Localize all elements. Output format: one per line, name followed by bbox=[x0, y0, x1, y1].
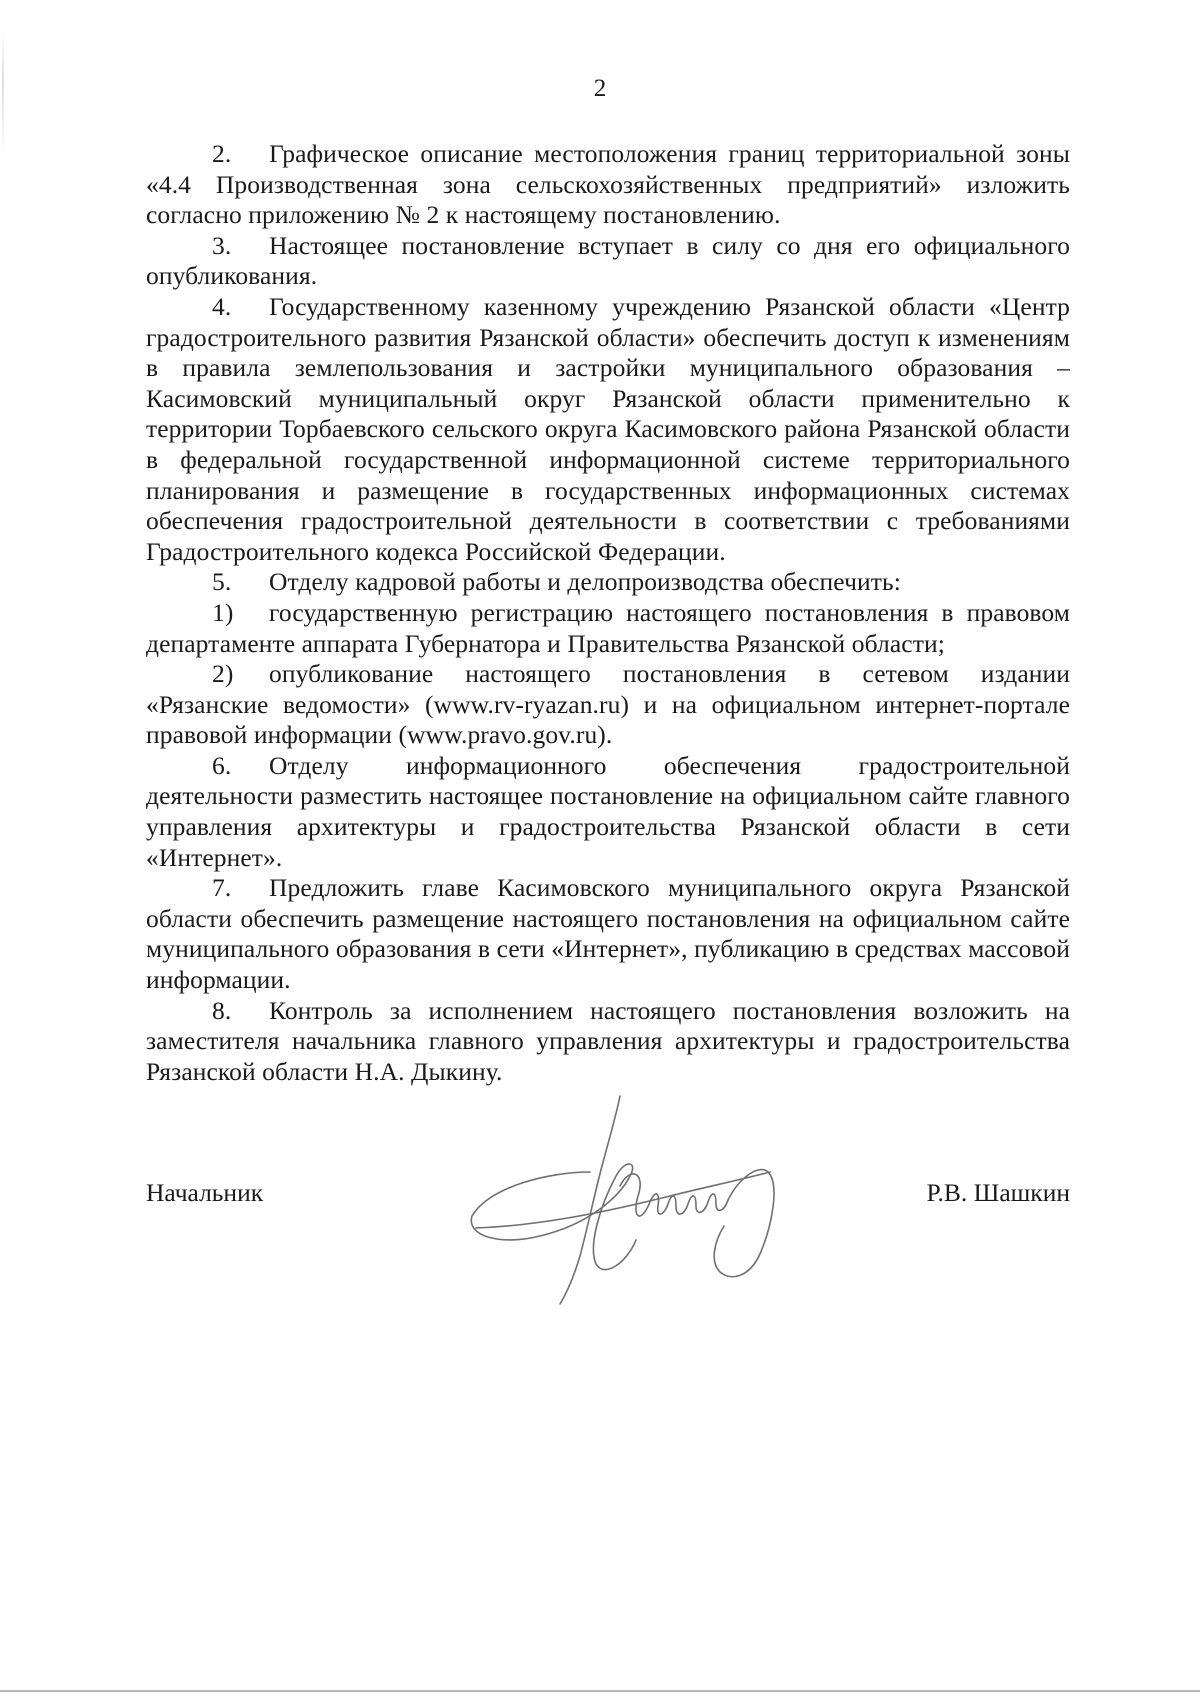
paragraph-text: Контроль за исполнением настоящего постановления возложить на заместителя начальника главного управления архитектуры и градостроительства Рязанской области Н.А. Дыкину. bbox=[146, 995, 1070, 1086]
scan-edge-bottom bbox=[0, 1690, 1200, 1692]
paragraph-number: 2. bbox=[212, 139, 232, 168]
paragraph-text: Отделу информационного обеспечения градостроительной деятельности разместить настоящее постановление на официальном сайте главного управления архитектуры и градостроительства Рязанской области в сети «Интернет». bbox=[146, 750, 1070, 872]
paragraph-text: Графическое описание местоположения границ территориальной зоны «4.4 Производственная зона сельскохозяйственных предприятий» изложить согласно приложению № 2 к настоящему постановлению. bbox=[146, 139, 1070, 230]
paragraph-number: 7. bbox=[212, 873, 232, 903]
paragraph-2 bbox=[146, 139, 1070, 231]
paragraph-3 bbox=[146, 231, 1070, 292]
paragraph-text: опубликование настоящего постановления в сетевом издании «Рязанские ведомости» (www.rv-ryazan.ru) и на официальном интернет-портале правовой информации (www.pravo.gov.ru). bbox=[146, 659, 1070, 750]
paragraph-text: Предложить главе Касимовского муниципального округа Рязанской области обеспечить размещение настоящего постановления на официальном сайте муниципального образования в сети «Интернет», публикацию в средствах массовой информации. bbox=[146, 873, 1070, 995]
paragraph-6 bbox=[146, 751, 1070, 873]
document-body bbox=[146, 139, 1070, 1087]
paragraph-5 bbox=[146, 567, 1070, 598]
signatory-position: Начальник bbox=[146, 1178, 264, 1207]
subparagraph-5-2 bbox=[146, 659, 1070, 751]
paragraph-text: Отделу кадровой работы и делопроизводства обеспечить: bbox=[269, 567, 901, 597]
paragraph-number: 3. bbox=[212, 230, 232, 260]
page-number: 2 bbox=[593, 75, 607, 102]
paragraph-number: 1) bbox=[212, 597, 234, 627]
subparagraph-5-1 bbox=[146, 598, 1070, 659]
handwritten-signature bbox=[470, 1076, 800, 1336]
paragraph-number: 5. bbox=[212, 567, 232, 597]
signatory-name: Р.В. Шашкин bbox=[926, 1178, 1070, 1207]
paragraph-number: 8. bbox=[212, 995, 232, 1025]
paragraph-number: 2) bbox=[212, 659, 234, 689]
signature-stroke-loop bbox=[471, 1164, 636, 1270]
paragraph-text: Настоящее постановление вступает в силу со дня его официального опубликования. bbox=[146, 230, 1070, 291]
paragraph-number: 6. bbox=[212, 750, 232, 780]
paragraph-7 bbox=[146, 873, 1070, 995]
paragraph-number: 4. bbox=[212, 291, 232, 321]
signature-stroke-tail bbox=[714, 1170, 774, 1277]
paragraph-text: государственную регистрацию настоящего постановления в правовом департаменте аппарата Губернатора и Правительства Рязанской области; bbox=[146, 597, 1070, 658]
paragraph-8 bbox=[146, 996, 1070, 1088]
paragraph-text: Государственному казенному учреждению Рязанской области «Центр градостроительного развития Рязанской области» обеспечить доступ к изменениям в правила землепользования и застройки муниципального образования – Касимовский муниципальный округ Рязанской области применительно к территории Торбаевского сельского округа Касимовского района Рязанской области в федеральной государственной информационной системе территориального планирования и размещение в государственных информационных системах обеспечения градостроительной деятельности в соответствии с требованиями Градостроительного кодекса Российской Федерации. bbox=[146, 291, 1070, 566]
paragraph-4 bbox=[146, 292, 1070, 567]
